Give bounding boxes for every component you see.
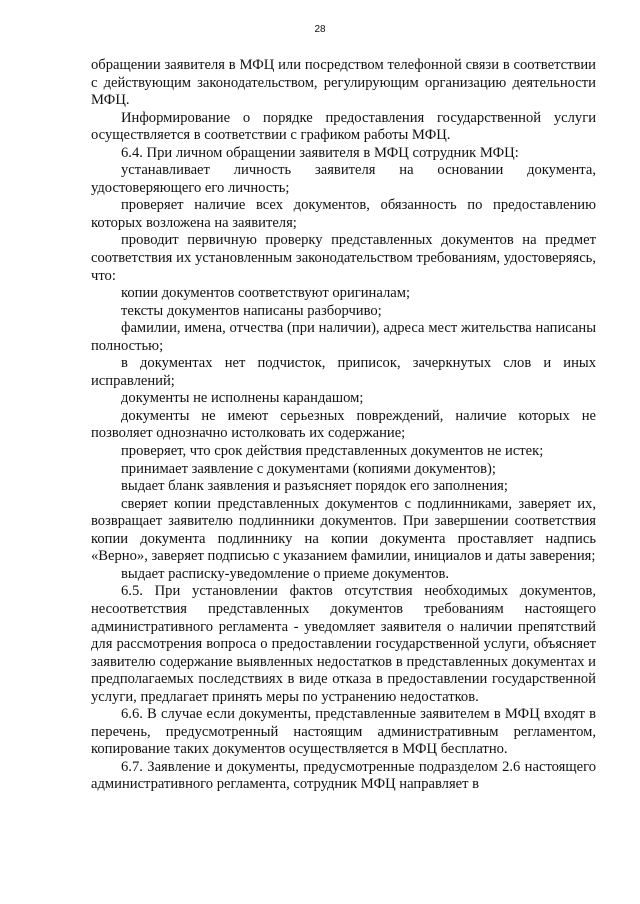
paragraph: обращении заявителя в МФЦ или посредством телефонной связи в соответствии с действующим законодательством, регулирующим организацию деятельности МФЦ. xyxy=(91,57,596,109)
paragraph: устанавливает личность заявителя на основании документа, удостоверяющего его личность; xyxy=(91,162,596,196)
paragraph: Информирование о порядке предоставления государственной услуги осуществляется в соответствии с графиком работы МФЦ. xyxy=(91,109,596,144)
document-body xyxy=(91,57,596,794)
paragraph: проверяет, что срок действия представленных документов не истек; xyxy=(121,443,544,460)
paragraph: 6.6. В случае если документы, представленные заявителем в МФЦ входят в перечень, предусмотренный настоящим административным регламентом, копирование таких документов осуществляется в МФЦ бесплатно. xyxy=(91,706,596,758)
paragraph: в документах нет подчисток, приписок, зачеркнутых слов и иных исправлений; xyxy=(91,355,596,389)
paragraph: фамилии, имена, отчества (при наличии), адреса мест жительства написаны полностью; xyxy=(91,320,596,354)
paragraph: принимает заявление с документами (копиями документов); xyxy=(121,460,496,477)
paragraph: 6.5. При установлении фактов отсутствия необходимых документов, несоответствия представленных документов требованиям настоящего административного регламента - уведомляет заявителя о наличии препятствий для рассмотрения вопроса о предоставлении государственной услуги, объясняет заявителю содержание выявленных недостатков в представленных документах и предполагаемых последствиях в виде отказа в предоставлении государственной услуги, предлагает принять меры по устранению недостатков. xyxy=(91,583,596,705)
paragraph: 6.7. Заявление и документы, предусмотренные подразделом 2.6 настоящего административного регламента, сотрудник МФЦ направляет в xyxy=(91,758,596,793)
paragraph: выдает бланк заявления и разъясняет порядок его заполнения; xyxy=(121,478,508,495)
page-number: 28 xyxy=(314,24,326,35)
paragraph: документы не имеют серьезных повреждений, наличие которых не позволяет однозначно истолковать их содержание; xyxy=(91,407,596,442)
paragraph: проводит первичную проверку представленных документов на предмет соответствия их установленным законодательством требованиям, удостоверяясь, что: xyxy=(91,232,596,284)
paragraph: 6.4. При личном обращении заявителя в МФЦ сотрудник МФЦ: xyxy=(121,144,519,161)
paragraph: документы не исполнены карандашом; xyxy=(121,390,364,407)
paragraph: копии документов соответствуют оригиналам; xyxy=(121,285,411,302)
paragraph: тексты документов написаны разборчиво; xyxy=(121,302,382,319)
paragraph: сверяет копии представленных документов с подлинниками, заверяет их, возвращает заявителю подлинники документов. При завершении соответствия копии документа подлиннику на копии документа проставляет надпись «Верно», заверяет подписью с указанием фамилии, инициалов и даты заверения; xyxy=(91,495,596,565)
paragraph: выдает расписку-уведомление о приеме документов. xyxy=(121,565,450,582)
paragraph: проверяет наличие всех документов, обязанность по предоставлению которых возложена на заявителя; xyxy=(91,197,596,231)
